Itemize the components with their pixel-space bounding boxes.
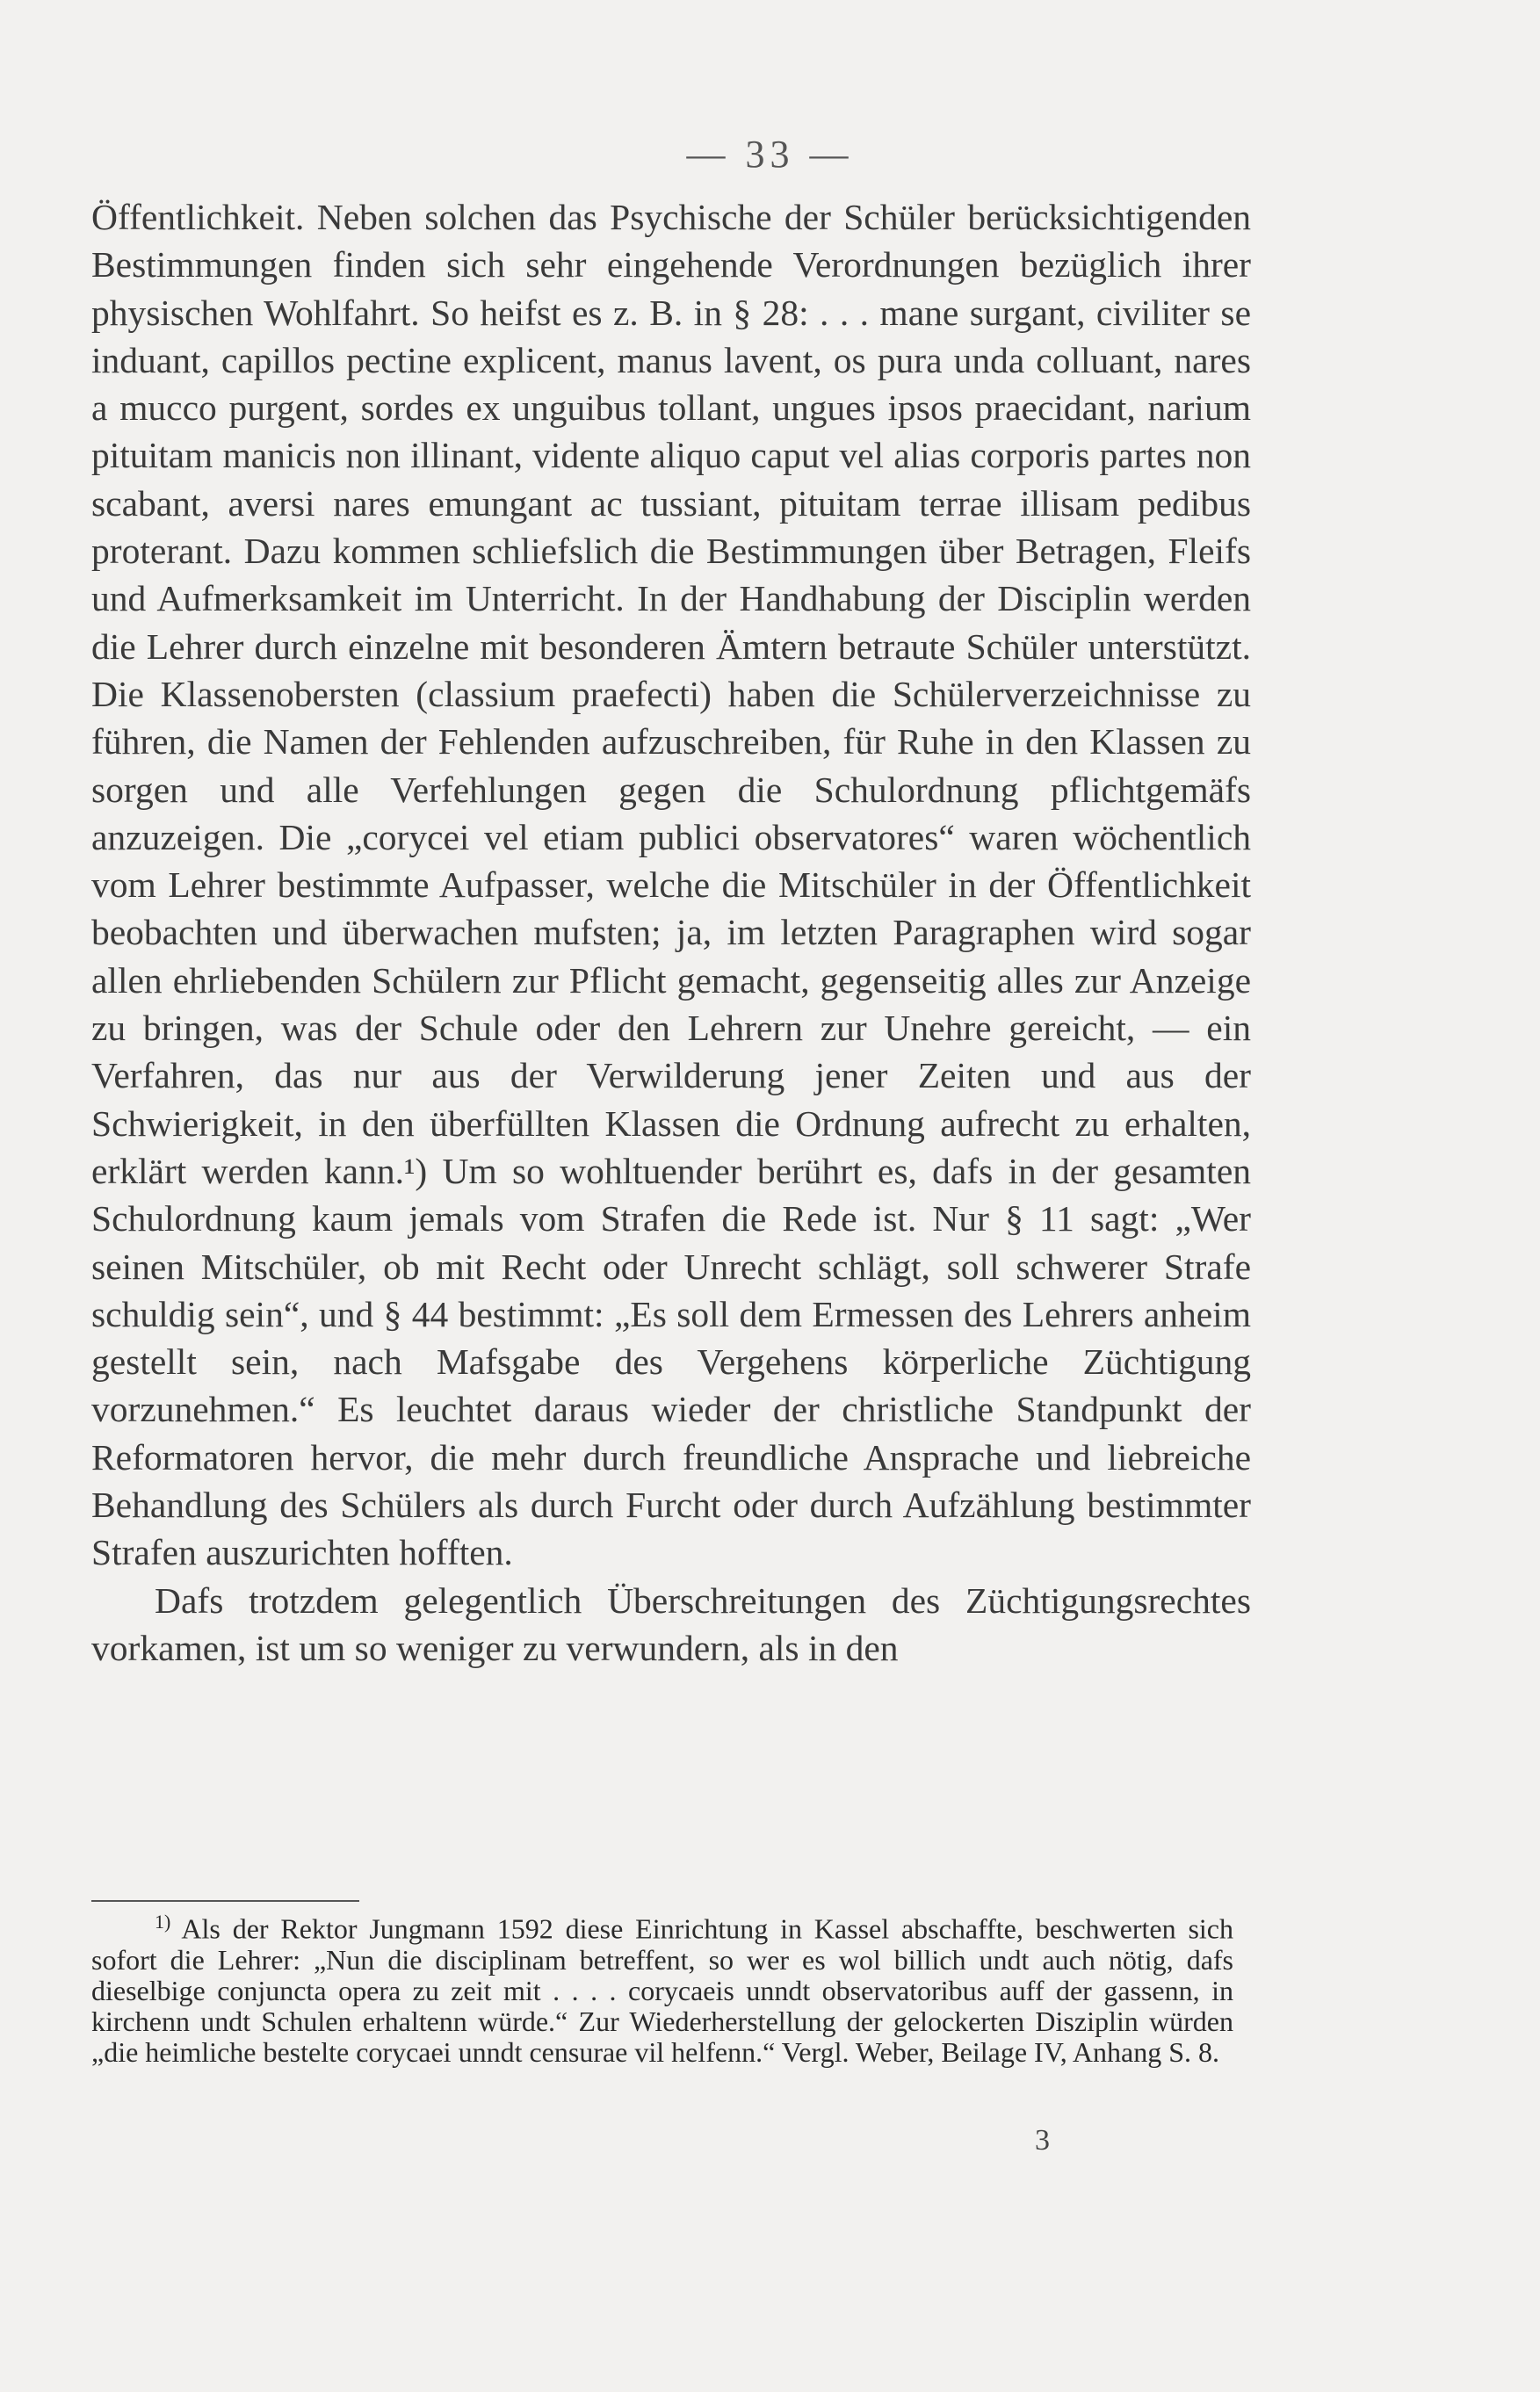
footnote-rule [91,1900,359,1902]
paragraph-2: Dafs trotzdem gelegentlich Überschreitungen des Züchtigungsrechtes vorkamen, ist um so weniger zu verwundern, als in den [91,1579,1251,1668]
paragraph-1: Öffentlichkeit. Neben solchen das Psychische der Schüler berücksichtigenden Bestimmungen finden sich sehr eingehende Verordnungen bezüglich ihrer physischen Wohlfahrt. So heifst es z. B. in § 28: . . . mane surgant, civiliter se induant, capillos pectine explicent, manus lavent, os pura unda colluant, nares a mucco purgent, sordes ex unguibus tollant, ungues ipsos praecidant, narium pituitam manicis non illinant, vidente aliquo caput vel alias corporis partes non scabant, aversi nares emungant ac tussiant, pituitam terrae illisam pedibus proterant. Dazu kommen schliefslich die Bestimmungen über Betragen, Fleifs und Aufmerksamkeit im Unterricht. In der Handhabung der Disciplin werden die Lehrer durch einzelne mit besonderen Ämtern betraute Schüler unterstützt. Die Klassenobersten (classium praefecti) haben die Schülerverzeichnisse zu führen, die Namen der Fehlenden aufzuschreiben, für Ruhe in den Klassen zu sorgen und alle Verfehlungen gegen die Schulordnung pflichtgemäfs anzuzeigen. Die „corycei vel etiam publici observatores“ waren wöchentlich vom Lehrer bestimmte Aufpasser, welche die Mitschüler in der Öffentlichkeit beobachten und überwachen mufsten; ja, im letzten Paragraphen wird sogar allen ehrliebenden Schülern zur Pflicht gemacht, gegenseitig alles zur Anzeige zu bringen, was der Schule oder den Lehrern zur Unehre gereicht, — ein Verfahren, das nur aus der Verwilderung jener Zeiten und aus der Schwierigkeit, in den überfüllten Klassen die Ordnung aufrecht zu erhalten, erklärt werden kann.¹) Um so wohltuender berührt es, dafs in der gesamten Schulordnung kaum jemals vom Strafen die Rede ist. Nur § 11 sagt: „Wer seinen Mitschüler, ob mit Recht oder Unrecht schlägt, soll schwerer Strafe schuldig sein“, und § 44 bestimmt: „Es soll dem Ermessen des Lehrers anheim gestellt sein, nach Mafsgabe des Vergehens körperliche Züchtigung vorzunehmen.“ Es leuchtet daraus wieder der christliche Standpunkt der Reformatoren hervor, die mehr durch freundliche Ansprache und liebreiche Behandlung des Schülers als durch Furcht oder durch Aufzählung bestimmter Strafen auszurichten hofften. [91,197,1251,1573]
footnote [91,1906,1233,2068]
page-number: — 33 — [686,133,854,176]
main-text [91,193,1251,1672]
footnote-text: Als der Rektor Jungmann 1592 diese Einrichtung in Kassel abschaffte, beschwerten sich sofort die Lehrer: „Nun die disciplinam betreffent, so wer es wol billich undt auch nötig, dafs dieselbige conjuncta opera zu zeit mit . . . . corycaeis unndt observatoribus auff der gassenn, in kirchenn undt Schulen erhaltenn würde.“ Zur Wiederherstellung der gelockerten Disziplin würden „die heimliche bestelte corycaei unndt censurae vil helfenn.“ Vergl. Weber, Beilage IV, Anhang S. 8. [91,1912,1234,2068]
footnote-marker: 1) [155,1911,171,1933]
signature-mark: 3 [1035,2124,1050,2157]
